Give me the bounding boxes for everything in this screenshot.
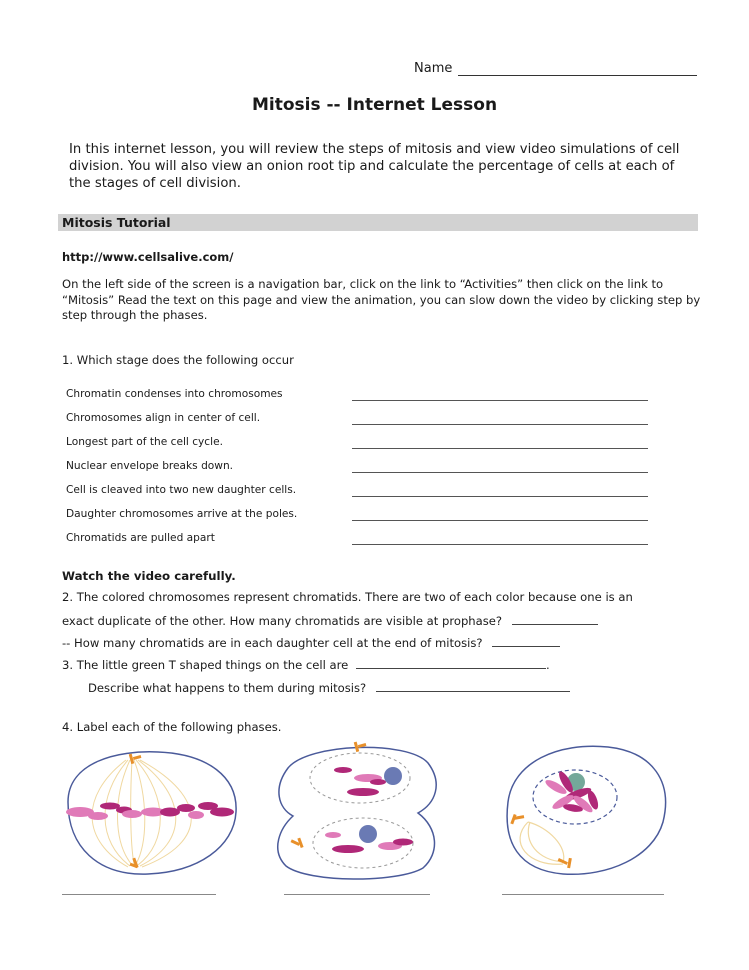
name-label: Name [414, 61, 453, 76]
metaphase-cell-diagram [58, 742, 248, 882]
stage-row [66, 456, 650, 476]
nucleolus-bottom [359, 825, 377, 843]
describe-answer-line[interactable] [376, 680, 570, 692]
stage-answer-line[interactable] [352, 472, 648, 473]
question-2-daughter-text: -- How many chromatids are in each daughter cell at the end of mitosis? [62, 636, 483, 650]
stage-row [66, 480, 650, 500]
question-2-prophase-text: exact duplicate of the other. How many chromatids are visible at prophase? [62, 614, 503, 628]
stage-row [66, 408, 650, 428]
stage-row [66, 432, 650, 452]
stage-row [66, 504, 650, 524]
video-heading: Watch the video carefully. [62, 569, 236, 583]
telophase-cell-diagram [268, 738, 443, 883]
question-3-line-2 [88, 680, 570, 695]
page-title: Mitosis -- Internet Lesson [251, 95, 498, 115]
stage-description: Chromosomes align in center of cell. [66, 412, 261, 424]
question-2-line-2 [62, 613, 598, 628]
stage-answer-line[interactable] [352, 544, 648, 545]
nucleolus-top [384, 767, 402, 785]
stage-description: Nuclear envelope breaks down. [66, 460, 234, 472]
question-3-describe-text: Describe what happens to them during mitosis? [88, 681, 367, 695]
stage-description: Chromatin condenses into chromosomes [66, 388, 283, 400]
stage-answer-line[interactable] [352, 496, 648, 497]
phase-label-line-2[interactable] [284, 894, 430, 895]
prophase-answer-line[interactable] [512, 613, 598, 625]
stage-description: Cell is cleaved into two new daughter cells. [66, 484, 297, 496]
section-title: Mitosis Tutorial [62, 215, 171, 230]
stage-row [66, 384, 650, 404]
question-1-prompt: 1. Which stage does the following occur [62, 353, 294, 367]
name-field[interactable] [414, 61, 697, 76]
stage-description: Daughter chromosomes arrive at the poles. [66, 508, 298, 520]
question-2-line-1: 2. The colored chromosomes represent chromatids. There are two of each color because one is an [62, 590, 633, 604]
stage-description: Chromatids are pulled apart [66, 532, 215, 544]
prophase-cell-diagram [488, 742, 678, 882]
section-header-mitosis-tutorial [58, 214, 698, 231]
phase-label-line-3[interactable] [502, 894, 664, 895]
cell-membrane [278, 747, 436, 879]
intro-paragraph: In this internet lesson, you will review the steps of mitosis and view video simulations of cell division. You will also view an onion root tip and calculate the percentage of cells at each of the stages of cell division. [69, 142, 680, 191]
question-4-prompt: 4. Label each of the following phases. [62, 720, 282, 734]
stage-answer-line[interactable] [352, 424, 648, 425]
name-input-line[interactable] [458, 62, 697, 76]
question-2-line-3 [62, 635, 560, 650]
question-3-period: . [546, 658, 550, 672]
stage-answer-line[interactable] [352, 400, 648, 401]
centrioles-answer-line[interactable] [356, 657, 546, 669]
question-3-text: 3. The little green T shaped things on the cell are [62, 658, 349, 672]
stage-description: Longest part of the cell cycle. [66, 436, 223, 448]
tutorial-instructions: On the left side of the screen is a navigation bar, click on the link to “Activities” then click on the link to “Mitosis” Read the text on this page and view the animation, you can slow down the video by clicking step by step through the phases. [62, 277, 701, 322]
question-3-line-1 [62, 657, 550, 672]
tutorial-url[interactable]: http://www.cellsalive.com/ [62, 250, 234, 264]
daughter-answer-line[interactable] [492, 635, 560, 647]
phase-label-line-1[interactable] [62, 894, 216, 895]
stage-answer-line[interactable] [352, 520, 648, 521]
stage-answer-line[interactable] [352, 448, 648, 449]
stage-row [66, 528, 650, 548]
